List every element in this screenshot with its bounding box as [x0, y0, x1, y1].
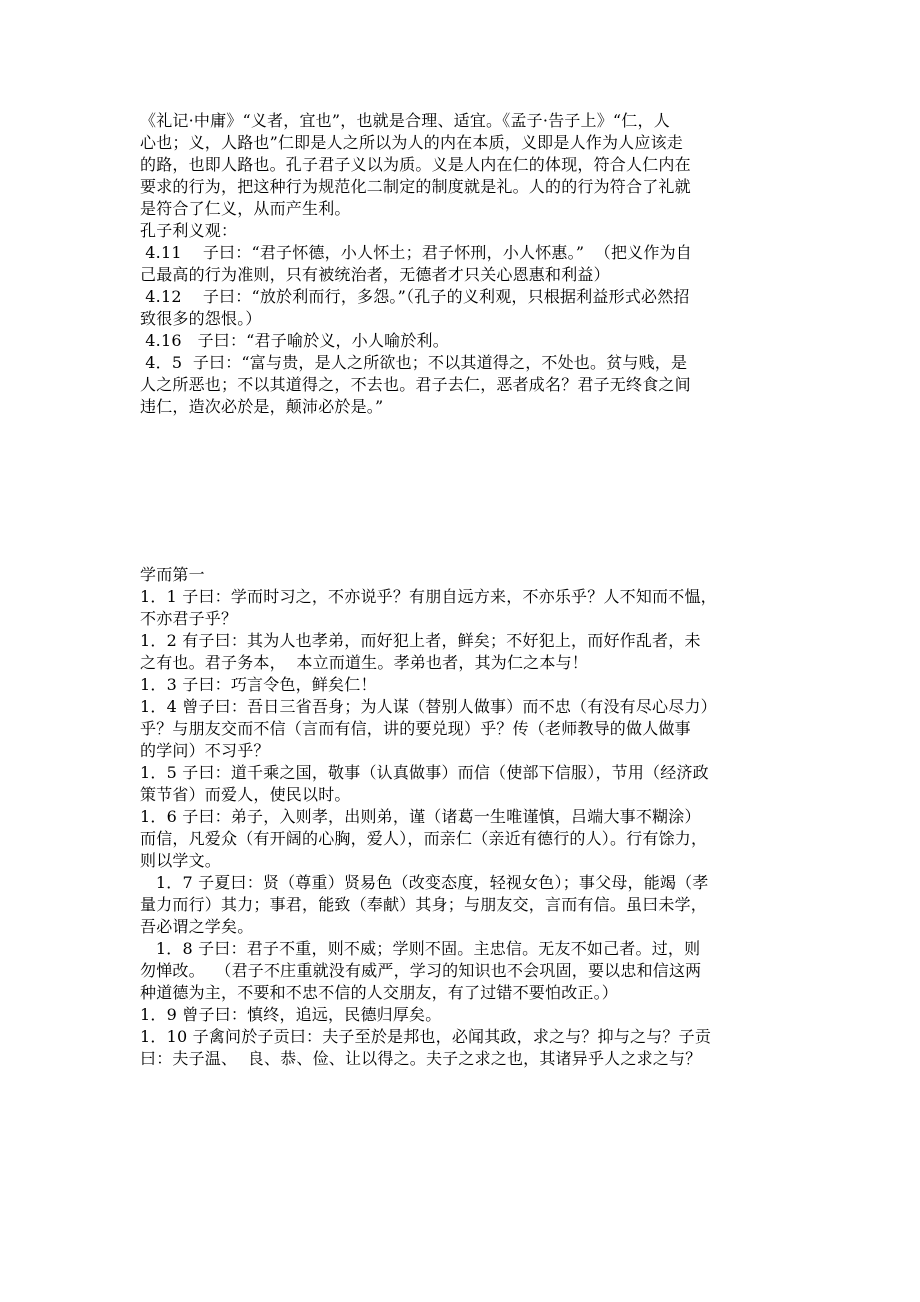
- text-line: 量力而行）其力；事君，能致（奉献）其身；与朋友交，言而有信。虽曰未学，: [140, 895, 708, 914]
- text-line: 1．9 曾子曰：慎终，追远，民德归厚矣。: [140, 1005, 442, 1024]
- text-line: 己最高的行为准则，只有被统治者，无德者才只关心恩惠和利益）: [140, 265, 610, 284]
- text-line: 1．10 子禽问於子贡曰：夫子至於是邦也，必闻其政，求之与？抑与之与？子贡: [140, 1027, 712, 1046]
- text-line: 曰：夫子温、 良、恭、俭、让以得之。夫子之求之也，其诸异乎人之求之与？: [140, 1049, 702, 1068]
- text-line: 的路，也即人路也。孔子君子义以为质。义是人内在仁的体现，符合人仁内在: [140, 155, 691, 174]
- text-line: 1．7 子夏曰：贤（尊重）贤易色（改变态度，轻视女色）；事父母，能竭（孝: [140, 873, 709, 892]
- chapter-title: 学而第一: [140, 565, 205, 584]
- text-line: 勿惮改。 （君子不庄重就没有威严，学习的知识也不会巩固，要以忠和信这两: [140, 961, 702, 980]
- text-line: 1．1 子曰：学而时习之，不亦说乎？有朋自远方来，不亦乐乎？人不知而不愠，: [140, 587, 717, 606]
- text-line: 乎？与朋友交而不信（言而有信，讲的要兑现）乎？传（老师教导的做人做事: [140, 719, 691, 738]
- text-line: 人之所恶也；不以其道得之，不去也。君子去仁，恶者成名？君子无终食之间: [140, 375, 691, 394]
- text-line: 策节省）而爱人，使民以时。: [140, 785, 351, 804]
- text-line: 1．8 子曰：君子不重，则不威；学则不固。主忠信。无友不如己者。过，则: [140, 939, 701, 958]
- section-heading: 孔子利义观：: [140, 221, 238, 240]
- section-xue-er: [140, 564, 790, 1070]
- text-line: 的学问）不习乎？: [140, 741, 270, 760]
- text-line: 4．5 子曰：“富与贵，是人之所欲也；不以其道得之，不处也。贫与贱，是: [140, 353, 688, 372]
- text-line: 则以学文。: [140, 851, 222, 870]
- text-line: 1．6 子曰：弟子，入则孝，出则弟，谨（诸葛一生唯谨慎，吕端大事不糊涂）: [140, 807, 701, 826]
- text-line: 1．2 有子曰：其为人也孝弟，而好犯上者，鲜矣；不好犯上，而好作乱者，未: [140, 631, 701, 650]
- text-line: 1．4 曾子曰：吾日三省吾身；为人谋（替别人做事）而不忠（有没有尽心尽力）: [140, 697, 717, 716]
- text-line: 而信，凡爱众（有开阔的心胸，爱人），而亲仁（亲近有德行的人）。行有馀力，: [140, 829, 708, 848]
- text-line: 《礼记·中庸》“义者，宜也”，也就是合理、适宜。《孟子·告子上》“仁，人: [140, 111, 670, 130]
- text-line: 是符合了仁义，从而产生利。: [140, 199, 351, 218]
- text-line: 4.11 子曰：“君子怀德，小人怀土；君子怀刑，小人怀惠。” （把义作为自: [140, 243, 692, 262]
- text-line: 之有也。君子务本， 本立而道生。孝弟也者，其为仁之本与！: [140, 653, 588, 672]
- text-line: 4.16 子曰：“君子喻於义，小人喻於利。: [140, 331, 449, 350]
- text-line: 1．5 子曰：道千乘之国，敬事（认真做事）而信（使部下信服），节用（经济政: [140, 763, 709, 782]
- document-page: [140, 110, 790, 1070]
- blank-space: [140, 418, 790, 564]
- text-line: 4.12 子曰：“放於利而行，多怨。”（孔子的义利观，只根据利益形式必然招: [140, 287, 690, 306]
- text-line: 要求的行为，把这种行为规范化二制定的制度就是礼。人的的行为符合了礼就: [140, 177, 691, 196]
- section-li-yi-guan: [140, 110, 790, 418]
- text-line: 心也；义，人路也”仁即是人之所以为人的内在本质，义即是人作为人应该走: [140, 133, 683, 152]
- text-line: 不亦君子乎？: [140, 609, 238, 628]
- text-line: 1．3 子曰：巧言令色，鲜矣仁！: [140, 675, 377, 694]
- text-line: 致很多的怨恨。）: [140, 309, 262, 328]
- text-line: 种道德为主，不要和不忠不信的人交朋友，有了过错不要怕改正。）: [140, 983, 619, 1002]
- text-line: 吾必谓之学矣。: [140, 917, 254, 936]
- text-line: 违仁，造次必於是，颠沛必於是。”: [140, 397, 384, 416]
